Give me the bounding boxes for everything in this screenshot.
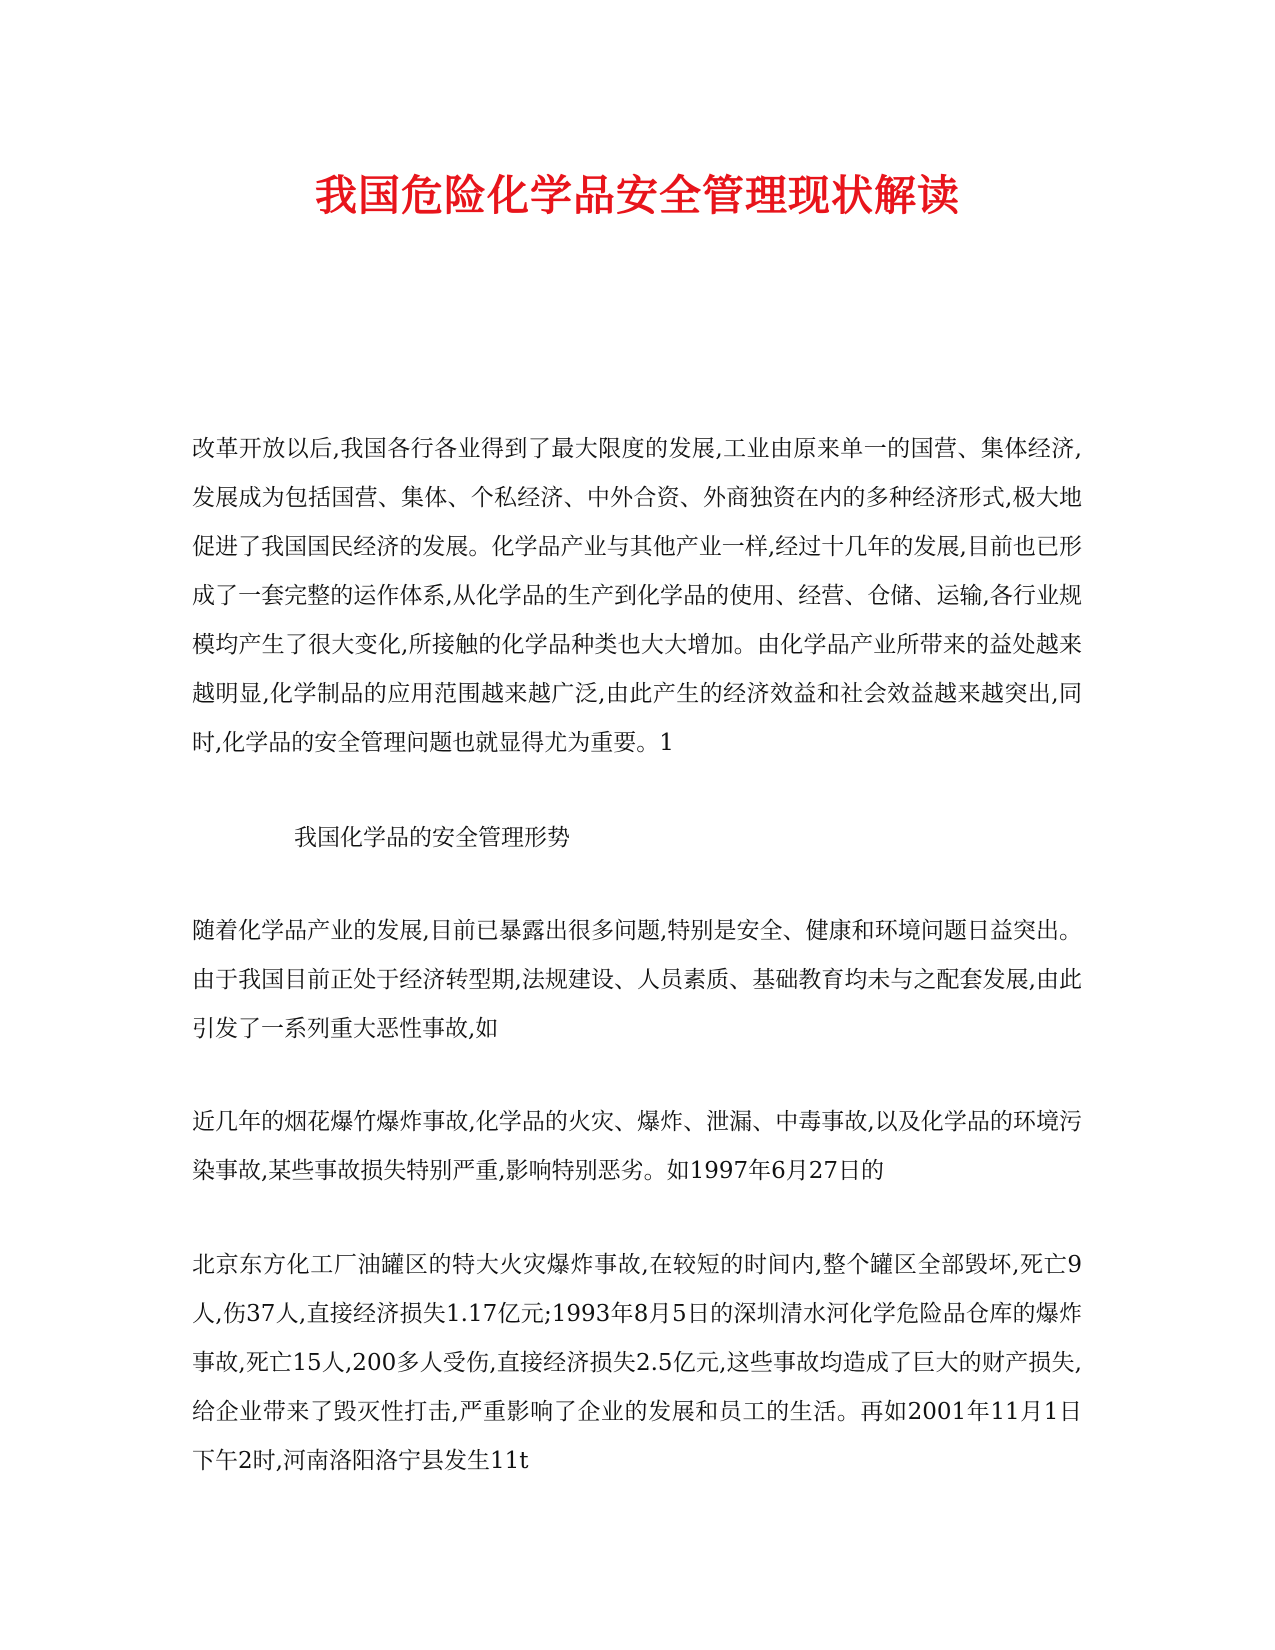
paragraph-intro: 改革开放以后,我国各行各业得到了最大限度的发展,工业由原来单一的国营、集体经济,发展成为包括国营、集体、个私经济、中外合资、外商独资在内的多种经济形式,极大地促进了我国国民经济的发展。化学品产业与其他产业一样,经过十几年的发展,目前也已形成了一套完整的运作体系,从化学品的生产到化学品的使用、经营、仓储、运输,各行业规模均产生了很大变化,所接触的化学品种类也大大增加。由化学品产业所带来的益处越来越明显,化学制品的应用范围越来越广泛,由此产生的经济效益和社会效益越来越突出,同时,化学品的安全管理问题也就显得尤为重要。1 [192,436,1082,756]
paragraph-examples: 北京东方化工厂油罐区的特大火灾爆炸事故,在较短的时间内,整个罐区全部毁坏,死亡9人,伤37人,直接经济损失1.17亿元;1993年8月5日的深圳清水河化学危险品仓库的爆炸事故,死亡15人,200多人受伤,直接经济损失2.5亿元,这些事故均造成了巨大的财产损失,给企业带来了毁灭性打击,严重影响了企业的发展和员工的生活。再如2001年11月1日下午2时,河南洛阳洛宁县发生11t [192,1252,1082,1474]
document-title: 我国危险化学品安全管理现状解读 [314,171,960,220]
paragraph-accidents: 近几年的烟花爆竹爆炸事故,化学品的火灾、爆炸、泄漏、中毒事故,以及化学品的环境污染事故,某些事故损失特别严重,影响特别恶劣。如1997年6月27日的 [192,1109,1082,1184]
section-heading: 我国化学品的安全管理形势 [294,825,570,851]
paragraph-issues: 随着化学品产业的发展,目前已暴露出很多问题,特别是安全、健康和环境问题日益突出。由于我国目前正处于经济转型期,法规建设、人员素质、基础教育均未与之配套发展,由此引发了一系列重大恶性事故,如 [192,918,1082,1042]
